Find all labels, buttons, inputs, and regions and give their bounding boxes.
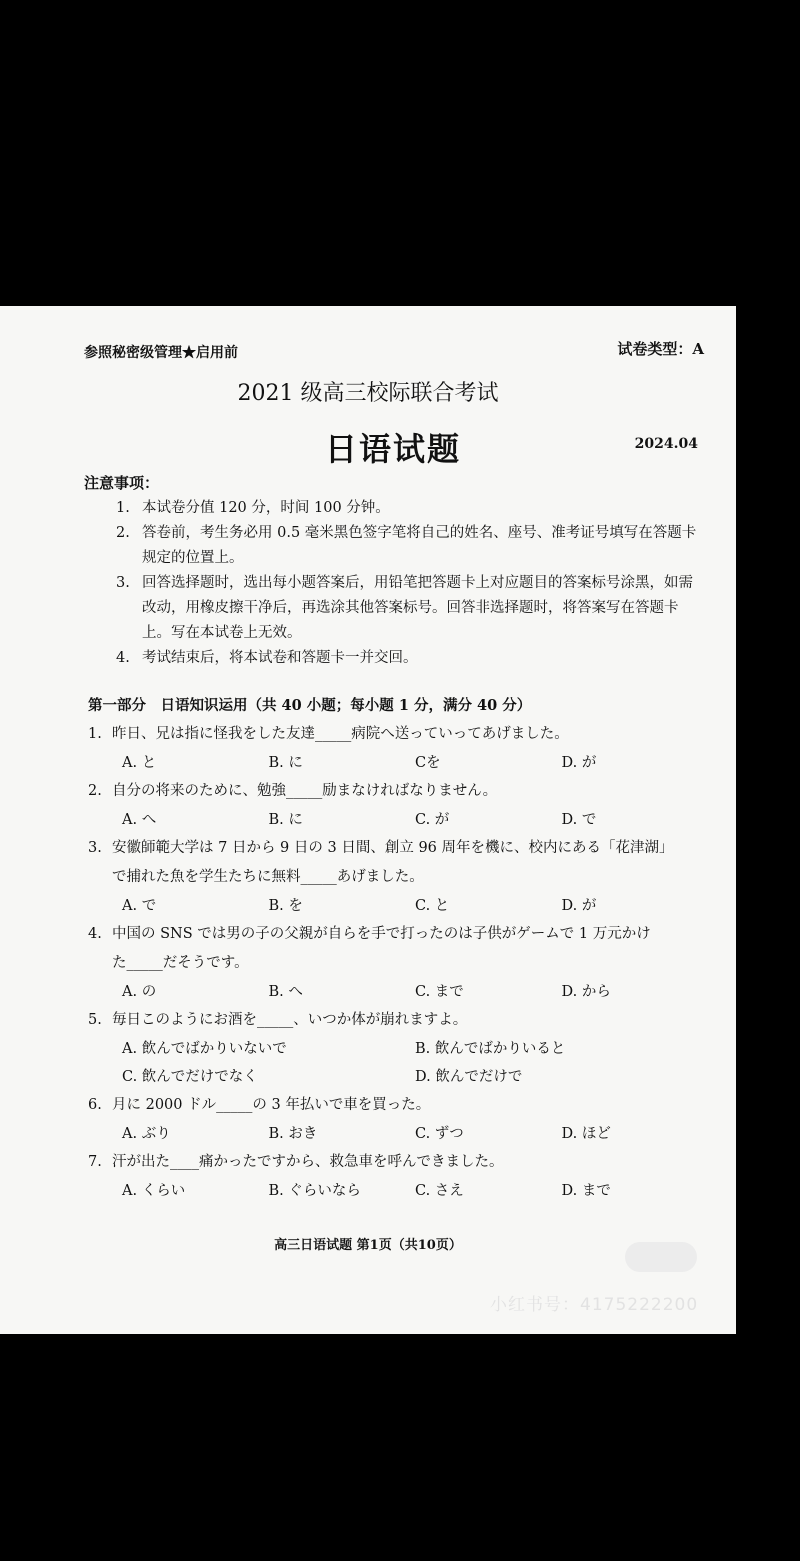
option-b: B. ぐらいなら [268,1183,361,1199]
option-a: A. 飲んでばかりいないで [122,1041,287,1057]
question-text: 毎日このようにお酒を_____、いつか体が崩れますよ。 [112,1012,468,1028]
option-d: D. から [561,984,611,1000]
notice-text: 答卷前，考生务必用 0.5 毫米黑色签字笔将自己的姓名、座号、准考证号填写在答题卡规定的位置上。 [142,525,697,566]
question-number: 5. [88,1012,102,1028]
notice-item [116,496,706,521]
option-c: C. まで [415,984,464,1000]
option-c: C. さえ [415,1183,464,1199]
question-number: 2. [88,783,102,799]
question-text: 安徽師範大学は 7 日から 9 日の 3 日間、創立 96 周年を機に、校内にある「花津湖」 [112,840,674,856]
notice-item [116,521,706,571]
exam-title: 2021 级高三校际联合考试 [237,381,499,406]
question-number: 3. [88,840,102,856]
option-a: A. くらい [122,1183,186,1199]
option-row [88,892,708,920]
option-d: D. まで [561,1183,611,1199]
question-list [88,720,708,1205]
notice-item [116,571,706,646]
section-title: 第一部分 日语知识运用（共 40 小题；每小题 1 分，满分 40 分） [88,697,532,714]
option-row [88,1177,708,1205]
watermark-logo-icon [625,1242,697,1272]
question-text-continued: た_____だそうです。 [112,955,249,971]
option-d: D. が [561,755,597,771]
option-row [88,1063,708,1091]
notice-text: 考试结束后，将本试卷和答题卡一并交回。 [142,650,418,666]
question-item [88,834,708,920]
option-c: C. と [415,898,450,914]
notice-number: 2. [116,525,130,541]
option-c: C. が [415,812,450,828]
notice-number: 4. [116,650,130,666]
exam-page [0,306,736,1334]
option-a: A. ぶり [122,1126,171,1142]
option-c: Cを [415,755,441,771]
option-row [88,1120,708,1148]
option-row [88,749,708,777]
subject-title: 日语试题 [324,430,461,468]
option-b: B. に [268,755,303,771]
notices-heading: 注意事项： [84,474,160,492]
question-text-continued: で捕れた魚を学生たちに無料_____あげました。 [112,869,424,885]
notice-text: 本试卷分值 120 分，时间 100 分钟。 [142,500,390,516]
question-text: 自分の将来のために、勉強_____励まなければなりません。 [112,783,498,799]
question-number: 7. [88,1154,102,1170]
notice-text: 回答选择题时，选出每小题答案后，用铅笔把答题卡上对应题目的答案标号涂黑，如需改动，用橡皮擦干净后，再选涂其他答案标号。回答非选择题时，将答案写在答题卡上。写在本试卷上无效。 [142,575,693,641]
option-b: B. を [268,898,303,914]
option-d: D. ほど [561,1126,611,1142]
question-text: 汗が出た____痛かったですから、救急車を呼んできました。 [112,1154,504,1170]
question-text: 中国の SNS では男の子の父親が自らを手で打ったのは子供がゲームで 1 万元かけ [112,926,651,942]
question-number: 6. [88,1097,102,1113]
question-text: 昨日、兄は指に怪我をした友達_____病院へ送っていってあげました。 [112,726,569,742]
question-text: 月に 2000 ドル_____の 3 年払いで車を買った。 [112,1097,431,1113]
option-c: C. ずつ [415,1126,464,1142]
question-item [88,920,708,1006]
option-a: A. と [122,755,157,771]
notices-list [116,496,706,671]
option-row [88,1035,708,1063]
notice-item [116,646,706,671]
option-a: A. で [122,898,157,914]
option-c: C. 飲んでだけでなく [122,1069,258,1085]
option-d: D. 飲んでだけで [415,1069,523,1085]
option-row [88,978,708,1006]
confidentiality-label: 参照秘密级管理★启用前 [84,345,238,361]
question-item [88,1148,708,1205]
notice-number: 3. [116,575,130,591]
option-b: B. 飲んでばかりいると [415,1041,566,1057]
option-d: D. で [561,812,597,828]
exam-date: 2024.04 [634,436,698,452]
question-item [88,777,708,834]
question-item [88,720,708,777]
question-item [88,1091,708,1148]
option-d: D. が [561,898,597,914]
option-a: A. の [122,984,157,1000]
question-number: 1. [88,726,102,742]
option-a: A. へ [122,812,157,828]
option-row [88,806,708,834]
paper-type-label: 试卷类型：A [617,340,704,358]
option-b: B. に [268,812,303,828]
question-number: 4. [88,926,102,942]
page-footer: 高三日语试题 第1页（共10页） [274,1238,462,1253]
option-b: B. おき [268,1126,318,1142]
question-item [88,1006,708,1091]
watermark-text: 小红书号：4175222200 [490,1295,699,1315]
notice-number: 1. [116,500,130,516]
option-b: B. へ [268,984,303,1000]
